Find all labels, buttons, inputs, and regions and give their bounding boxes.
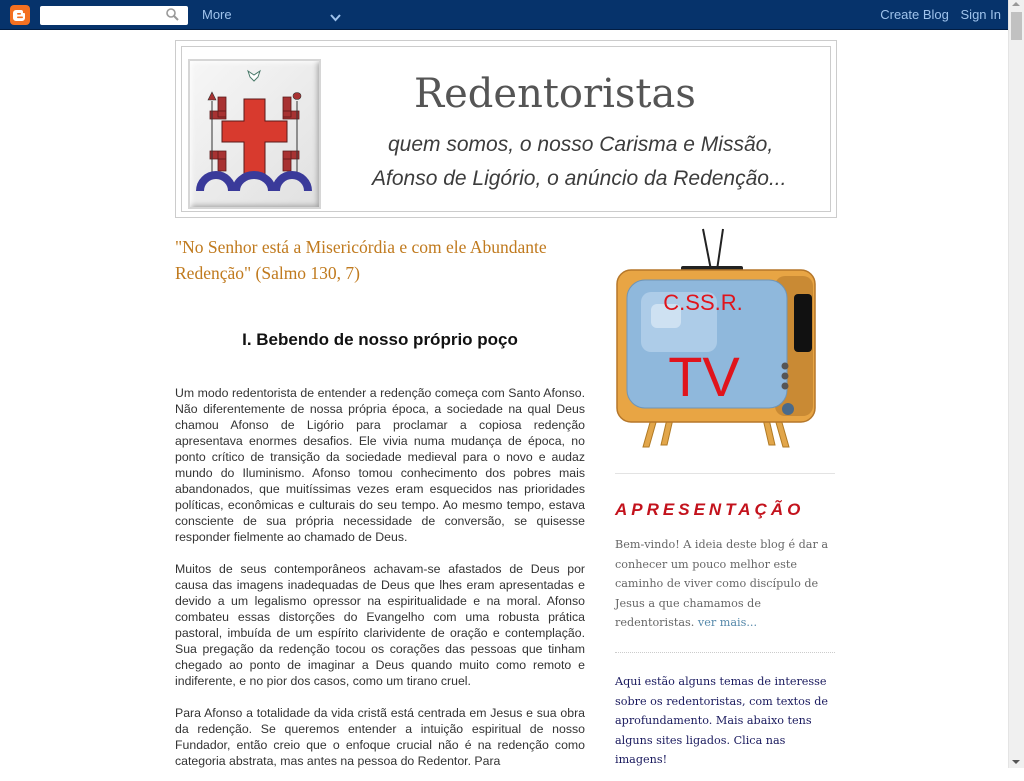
widget-apresentacao-text	[615, 535, 840, 633]
vertical-scrollbar[interactable]	[1008, 0, 1024, 768]
blogger-navbar	[0, 0, 1009, 30]
blogger-logo-icon[interactable]	[10, 5, 30, 25]
blog-description-line2: Afonso de Ligório, o anúncio da Redenção...	[372, 167, 787, 190]
header-banner[interactable]	[181, 46, 831, 212]
section-heading: I. Bebendo de nosso próprio poço	[242, 330, 518, 349]
redemptorist-emblem-icon	[188, 59, 321, 209]
tv-text-cssr: C.SS.R.	[663, 290, 743, 315]
post-paragraph: Muitos de seus contemporâneos achavam-se afastados de Deus por causa das imagens inadequadas de Deus que lhes eram apresentadas e devido a um legalismo opressor na espiritualidade e na moral. Afonso combateu essas distorções do Evangelho com uma robusta prática pastoral, imbuída de um espírito clarividente de oração e contemplação. Sua pregação da redenção tocou os corações das pessoas que tinham chegado ao ponto de imaginar a Deus quando muito como remoto e indiferente, e no pior dos casos, como um tirano cruel.	[175, 562, 585, 688]
blog-description-line1: quem somos, o nosso Carisma e Missão,	[388, 133, 774, 156]
post-quote: "No Senhor está a Misericórdia e com ele Abundante Redenção" (Salmo 130, 7)	[175, 237, 547, 283]
widget-divider	[615, 473, 835, 474]
scroll-thumb[interactable]	[1011, 12, 1022, 40]
blog-title[interactable]: Redentoristas	[414, 71, 696, 117]
tv-icon[interactable]	[615, 224, 825, 450]
post-paragraph: Para Afonso a totalidade da vida cristã está centrada em Jesus e sua obra da redenção. Se queremos entender a intuição espiritual de nosso Fundador, então creio que o enfoque crucial não é na redenção como categoria abstrata, mas antes na pessoa do Redentor. Para	[175, 706, 585, 768]
post-paragraph: Um modo redentorista de entender a redenção começa com Santo Afonso. Não diferentemente de nossa própria época, a sociedade na qual Deus chamou Afonso de Ligório para proclamar a copiosa redenção apresentava enormes desafios. Ele vivia numa mudança de época, no ponto crítico de transição da sociedade medieval para o novo e audaz mundo do Iluminismo. Afonso tomou conhecimento dos pobres mais abandonados, que muitíssimas vezes eram esquecidos nas prioridades políticas, econômicas e culturais do seu tempo. Ao mesmo tempo, estava consciente de sua própria necessidade de conversão, se quisesse responder fielmente ao chamado de Deus.	[175, 386, 585, 544]
widget-temas-text: Aqui estão alguns temas de interesse sobre os redentoristas, com textos de aprofundamento. Mais abaixo tens alguns sites ligados. Clica nas imagens!	[615, 675, 828, 766]
widget-title-apresentacao: APRESENTAÇÃO	[615, 500, 805, 519]
read-more-link[interactable]: ver mais...	[697, 616, 758, 629]
widget-apresentacao-body: Bem-vindo! A ideia deste blog é dar a conhecer um pouco melhor este caminho de viver como discípulo de Jesus a que chamamos de redentoristas.	[615, 538, 829, 629]
navbar-links	[872, 7, 1001, 22]
tv-text-tv: TV	[668, 345, 740, 408]
scroll-down-arrow-icon[interactable]	[1012, 760, 1020, 764]
scroll-up-arrow-icon[interactable]	[1012, 2, 1020, 6]
blog-header	[175, 40, 837, 218]
chevron-down-icon[interactable]	[330, 9, 341, 27]
sign-in-link[interactable]: Sign In	[960, 7, 1001, 22]
more-menu[interactable]: More	[202, 7, 232, 22]
widget-divider-dotted	[615, 652, 835, 653]
create-blog-link[interactable]: Create Blog	[880, 7, 949, 22]
main-column	[175, 234, 585, 781]
sidebar	[615, 224, 835, 450]
search-icon[interactable]	[166, 8, 179, 26]
